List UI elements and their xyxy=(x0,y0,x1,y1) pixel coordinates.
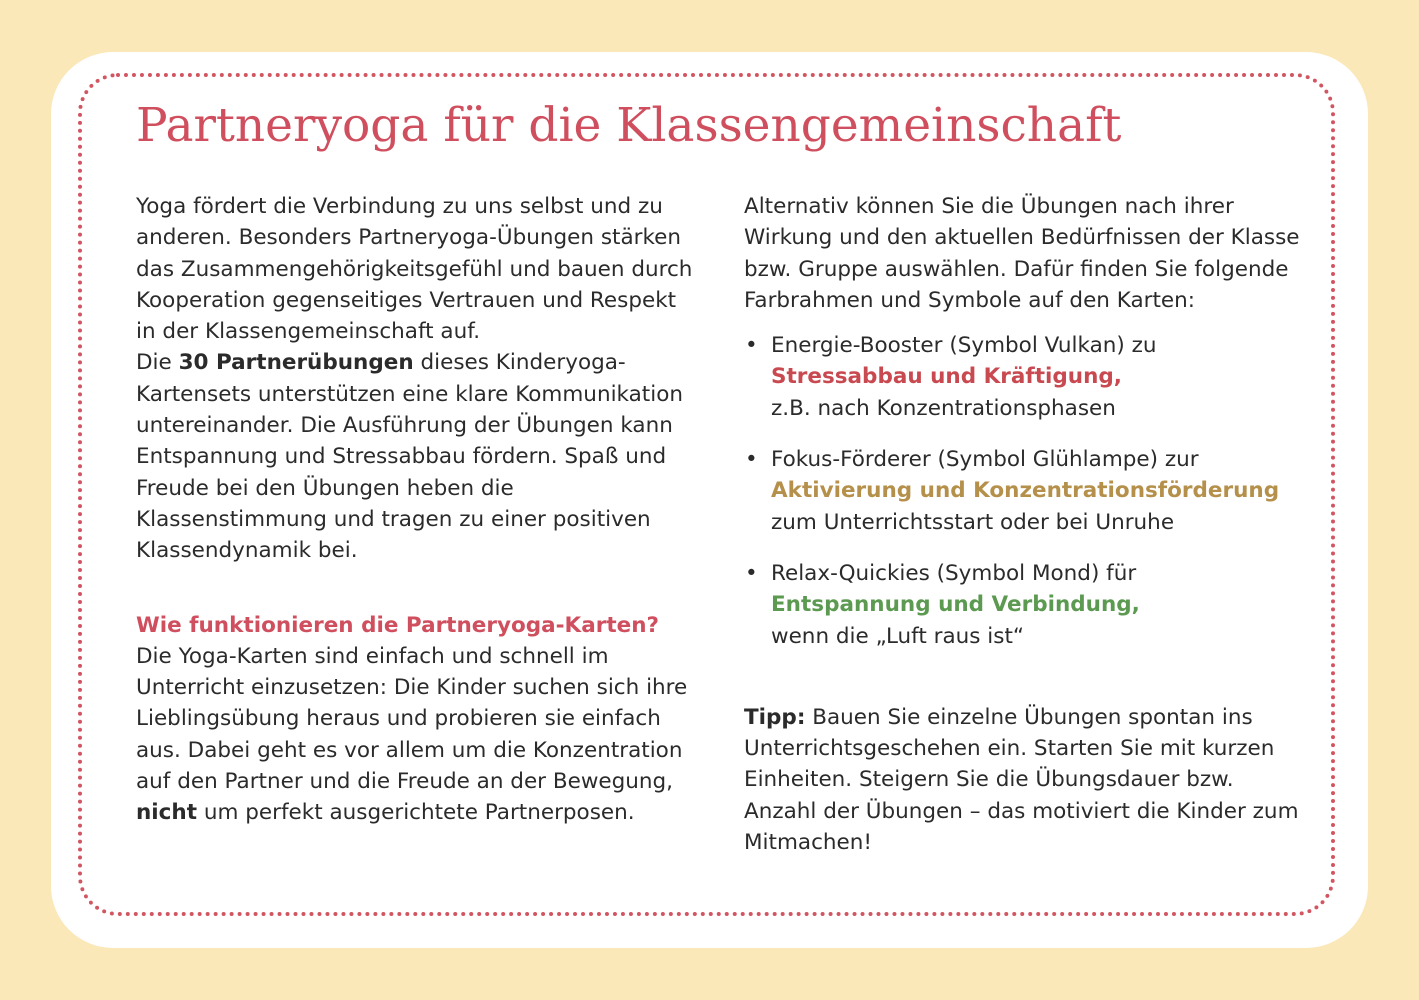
tip-text: Bauen Sie einzelne Übungen spontan ins Unterrichtsgeschehen ein. Starten Sie mit kurzen Einheiten. Steigern Sie die Übungsdauer bzw. Anzahl der Übungen – das motiviert die Kinder zum Mitmachen! xyxy=(744,704,1299,856)
bullet-highlight: Entspannung und Verbindung, xyxy=(771,592,1140,618)
list-item xyxy=(744,558,1304,652)
bullet-icon: • xyxy=(745,447,758,473)
bullet-highlight: Stressabbau und Kräftigung, xyxy=(771,364,1122,390)
bullet-line: Relax-Quickies (Symbol Mond) für xyxy=(771,560,1137,586)
partner-exercises-paragraph xyxy=(136,347,696,566)
list-item xyxy=(744,330,1304,424)
bullet-line: Energie-Booster (Symbol Vulkan) zu xyxy=(771,333,1157,359)
intro-text: Yoga fördert die Verbindung zu uns selbst und zu anderen. Besonders Partneryoga-Übungen stärken das Zusammengehörigkeitsgefühl und bauen durch Kooperation gegenseitiges Vertrauen und Respekt in der Klassengemeinschaft auf. xyxy=(136,194,693,345)
left-column xyxy=(136,191,696,829)
p3-bold: nicht xyxy=(136,800,198,826)
bullet-highlight: Aktivierung und Konzentrationsförderung xyxy=(771,478,1280,504)
section-heading: Wie funktionieren die Partneryoga-Karten? xyxy=(136,612,659,638)
bullet-line: Fokus-Förderer (Symbol Glühlampe) zur xyxy=(771,447,1199,473)
p2-after: dieses Kinderyoga-Kartensets unterstützen eine klare Kommunikation untereinander. Die Ausführung der Übungen kann Entspannung und Stressabbau fördern. Spaß und Freude bei den Übungen heben die Klassenstimmung und tragen zu einer positiven Klassendynamik bei. xyxy=(136,350,683,564)
bullet-detail: z.B. nach Konzentrationsphasen xyxy=(771,395,1116,421)
list-item xyxy=(744,444,1304,538)
how-it-works-paragraph xyxy=(136,641,696,829)
p2-bold: 30 Partnerübungen xyxy=(178,350,414,376)
page-title: Partneryoga für die Klassengemeinschaft xyxy=(136,98,1122,153)
bullet-icon: • xyxy=(745,560,758,586)
p2-before: Die xyxy=(136,350,179,376)
p3-after: um perfekt ausgerichtete Partnerposen. xyxy=(197,800,635,826)
p3-before: Die Yoga-Karten sind einfach und schnell im Unterricht einzusetzen: Die Kinder suchen sich ihre Lieblingsübung heraus und probieren sie einfach aus. Dabei geht es vor allem um die Konzentration auf den Partner und die Freude an der Bewegung, xyxy=(136,643,688,795)
category-list xyxy=(744,330,1304,652)
bullet-icon: • xyxy=(745,333,758,359)
tip-label: Tipp: xyxy=(744,704,806,730)
right-column xyxy=(744,191,1304,858)
intro-paragraph xyxy=(136,191,696,347)
bullet-detail: zum Unterrichtsstart oder bei Unruhe xyxy=(771,509,1175,535)
tip-paragraph xyxy=(744,702,1304,858)
bullet-detail: wenn die „Luft raus ist“ xyxy=(771,623,1025,649)
alternative-paragraph: Alternativ können Sie die Übungen nach ihrer Wirkung und den aktuellen Bedürfnissen der Klasse bzw. Gruppe auswählen. Dafür finden Sie folgende Farbrahmen und Symbole auf den Karten: xyxy=(744,194,1300,313)
